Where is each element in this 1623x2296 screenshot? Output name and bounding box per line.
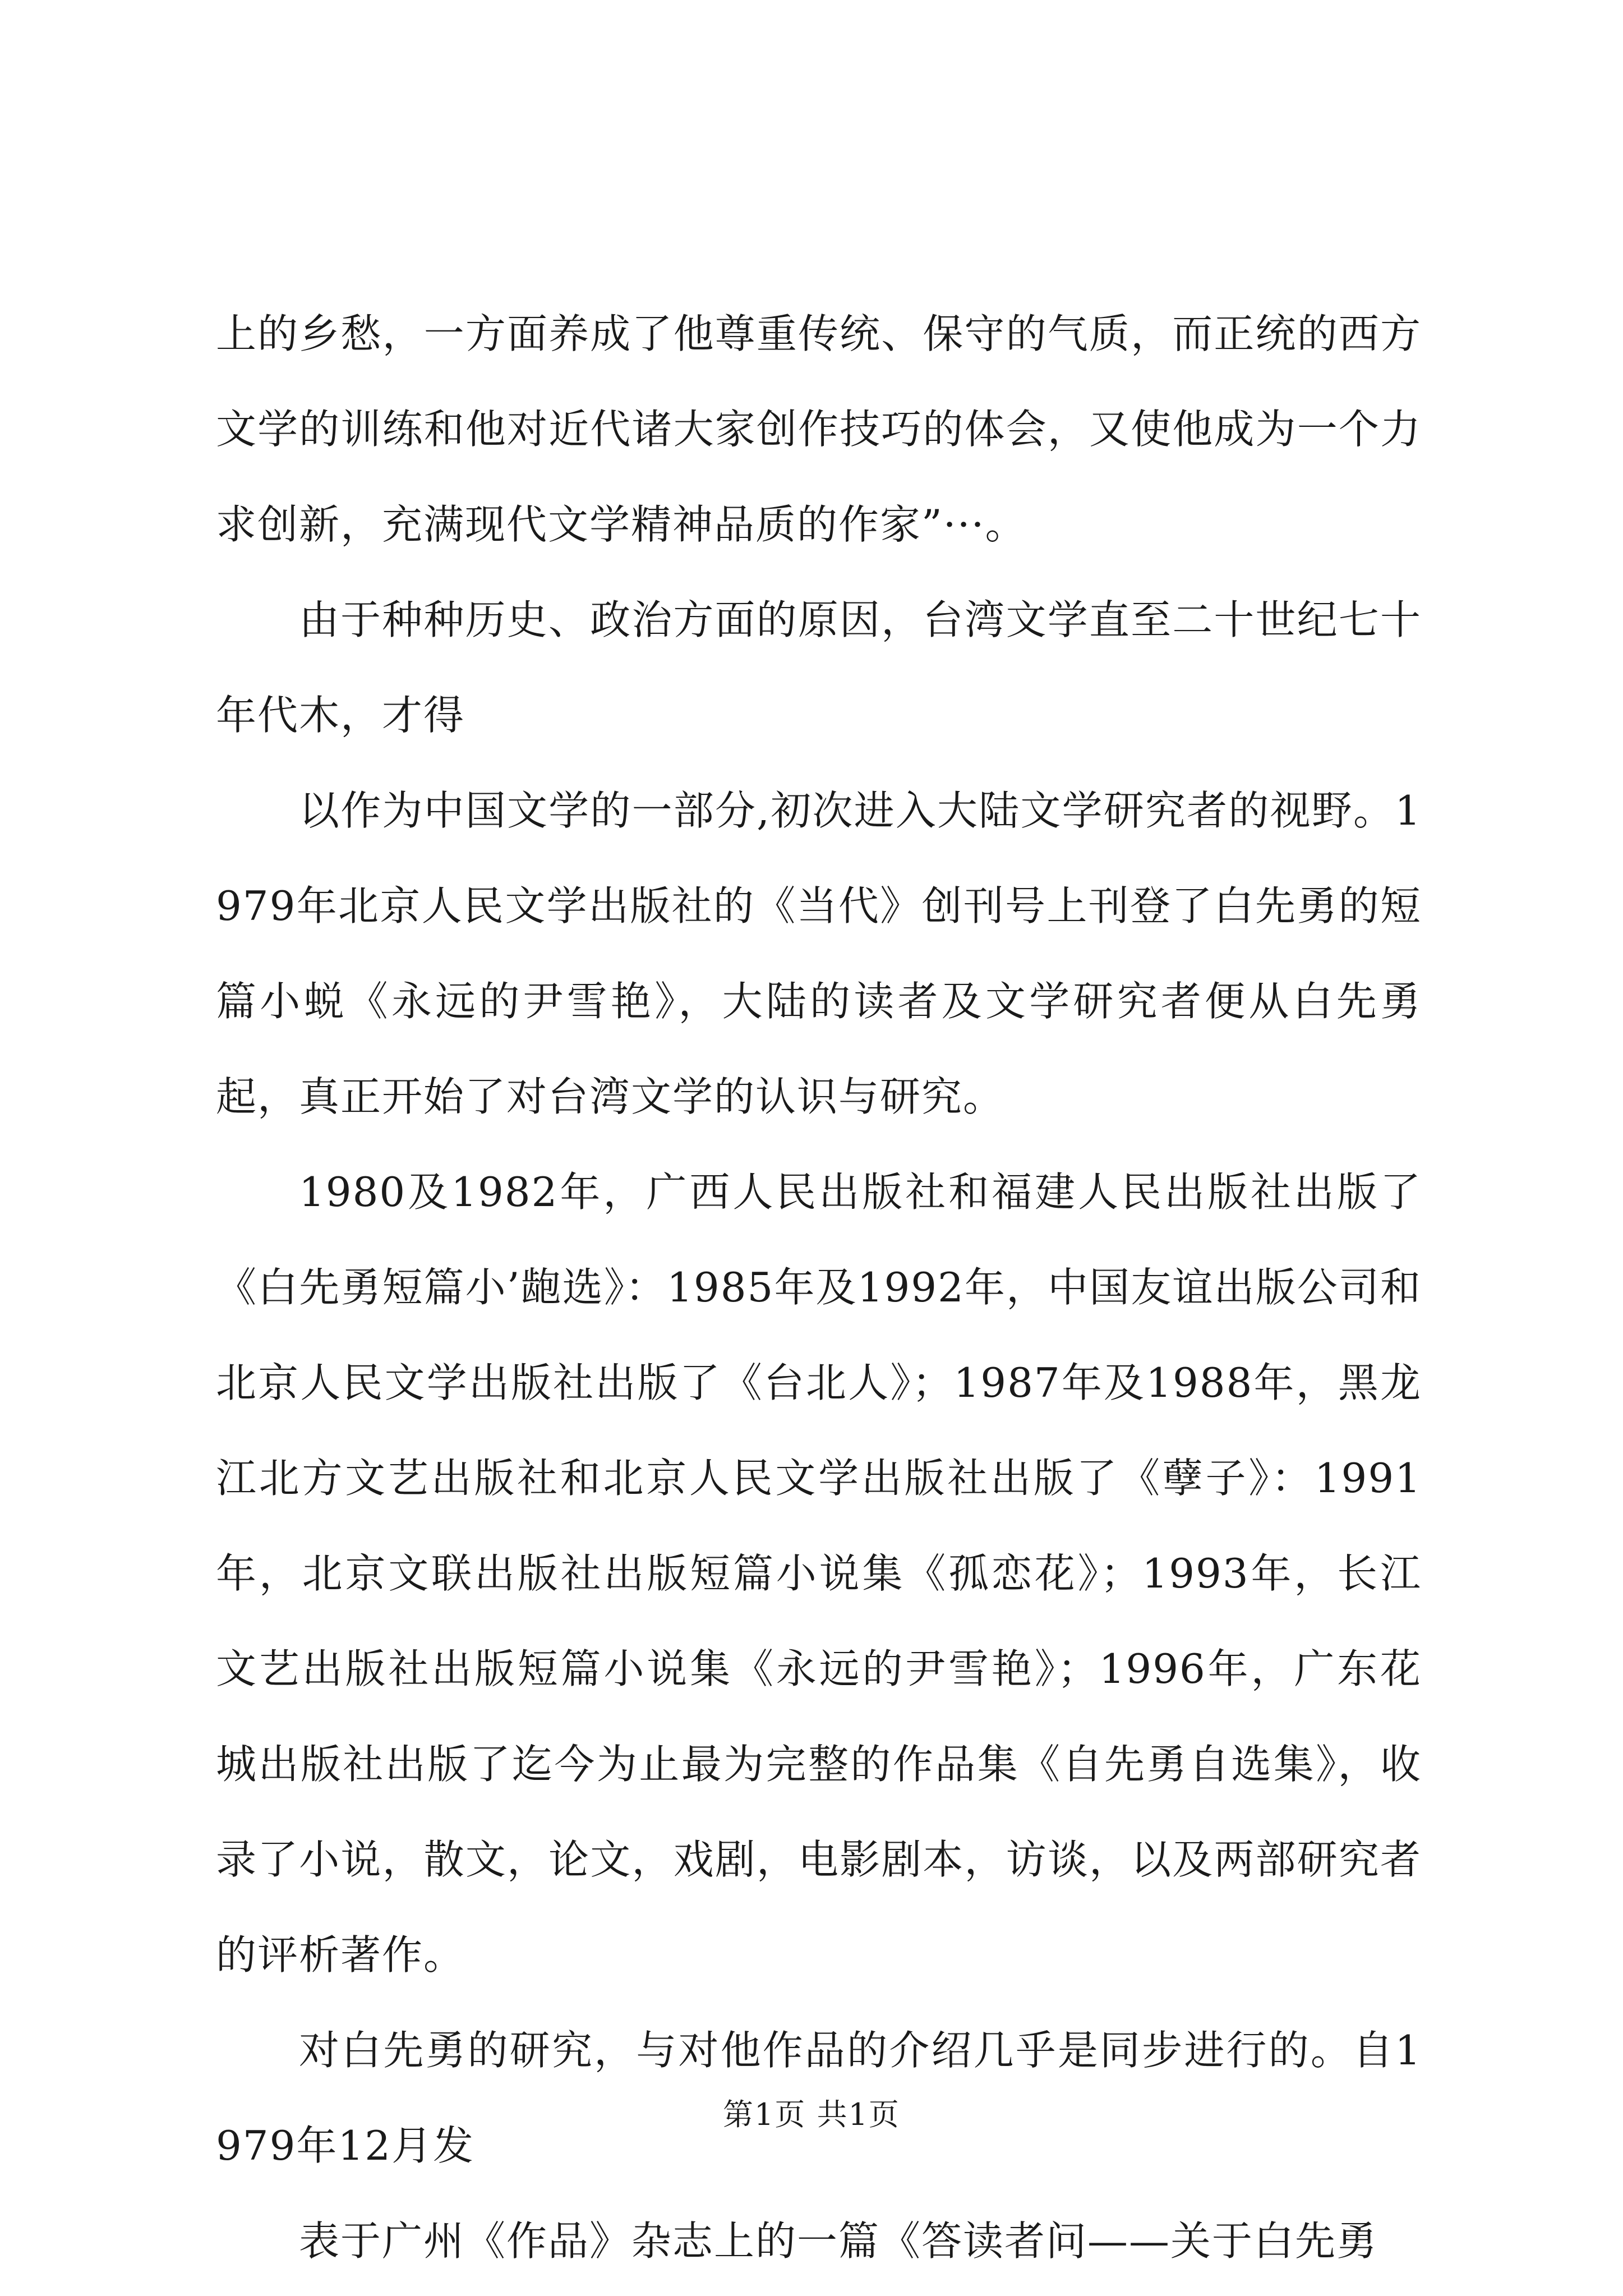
paragraph-5: 对白先勇的研究，与对他作品的介绍几乎是同步进行的。自1979年12月发 (216, 2027, 1422, 2169)
body-text (216, 286, 1422, 2289)
paragraph-3: 以作为中国文学的一部分,初次进入大陆文学研究者的视野。1979年北京人民文学出版社的《当代》创刊号上刊登了白先勇的短篇小蜕《永远的尹雪艳》，大陆的读者及文学研究者便从白先勇起，真正开始了对台湾文学的认识与研究。 (216, 787, 1422, 1120)
paragraph-1: 上的乡愁，一方面养成了他尊重传统、保守的气质，而正统的西方文学的训练和他对近代诸大家创作技巧的体会，又使他成为一个力求创新，充满现代文学精神品质的作家”···。 (216, 310, 1422, 548)
paragraph-6: 表于广州《作品》杂志上的一篇《答读者问——关于白先勇 (299, 2217, 1378, 2265)
paragraph-2: 由于种种历史、政治方面的原因，台湾文学直至二十世纪七十年代木，才得 (216, 596, 1422, 739)
page-number-footer: 第1页 共1页 (723, 2097, 900, 2132)
paragraph-4: 1980及1982年，广西人民出版社和福建人民出版社出版了《白先勇短篇小’龅选》：1985年及1992年，中国友谊出版公司和北京人民文学出版社出版了《台北人》；1987年及1988年，黑龙江北方文艺出版社和北京人民文学出版社出版了《孽子》：1991年，北京文联出版社出版短篇小说集《孤恋花》；1993年，长江文艺出版社出版短篇小说集《永远的尹雪艳》；1996年，广东花城出版社出版了迄今为止最为完整的作品集《自先勇自选集》，收录了小说，散文，论文，戏剧，电影剧本，访谈，以及两部研究者的评析著作。 (216, 1168, 1422, 1978)
